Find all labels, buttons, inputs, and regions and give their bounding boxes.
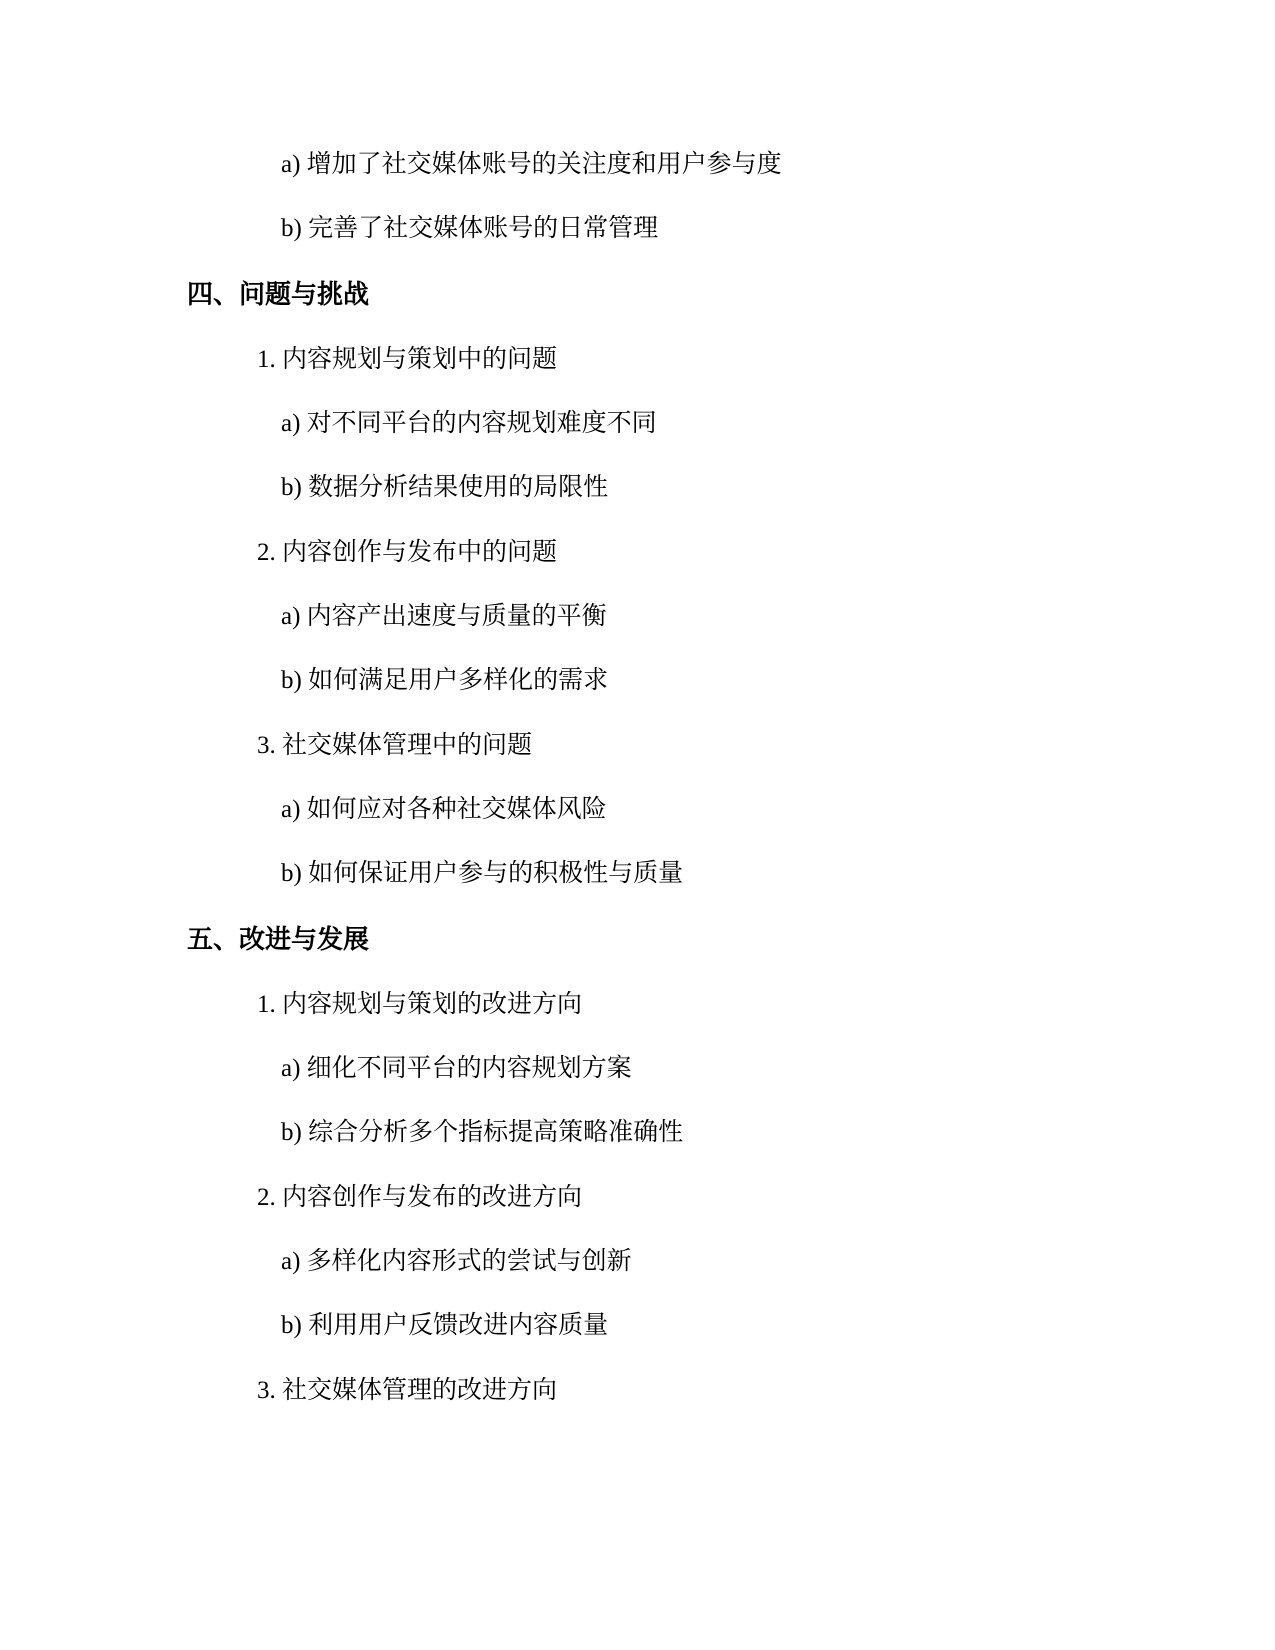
list-subitem: b) 利用用户反馈改进内容质量 [281,1312,609,1339]
list-subitem: a) 对不同平台的内容规划难度不同 [281,410,657,437]
list-subitem: b) 综合分析多个指标提高策略准确性 [281,1119,684,1146]
list-item: 1. 内容规划与策划的改进方向 [257,991,583,1018]
list-item: 1. 内容规划与策划中的问题 [257,346,558,373]
list-subitem: a) 细化不同平台的内容规划方案 [281,1055,632,1082]
list-item: 2. 内容创作与发布中的问题 [257,539,558,566]
list-subitem: a) 多样化内容形式的尝试与创新 [281,1248,632,1275]
list-subitem: b) 如何保证用户参与的积极性与质量 [281,860,684,887]
list-subitem: b) 数据分析结果使用的局限性 [281,474,609,501]
list-subitem: b) 如何满足用户多样化的需求 [281,667,609,694]
list-subitem: b) 完善了社交媒体账号的日常管理 [281,215,659,242]
list-subitem: a) 如何应对各种社交媒体风险 [281,796,607,823]
list-item: 3. 社交媒体管理的改进方向 [257,1377,558,1404]
list-subitem: a) 增加了社交媒体账号的关注度和用户参与度 [281,151,782,178]
list-item: 2. 内容创作与发布的改进方向 [257,1184,583,1211]
list-item: 3. 社交媒体管理中的问题 [257,732,533,759]
section-heading: 五、改进与发展 [187,925,370,955]
section-heading: 四、问题与挑战 [187,280,370,310]
list-subitem: a) 内容产出速度与质量的平衡 [281,603,607,630]
